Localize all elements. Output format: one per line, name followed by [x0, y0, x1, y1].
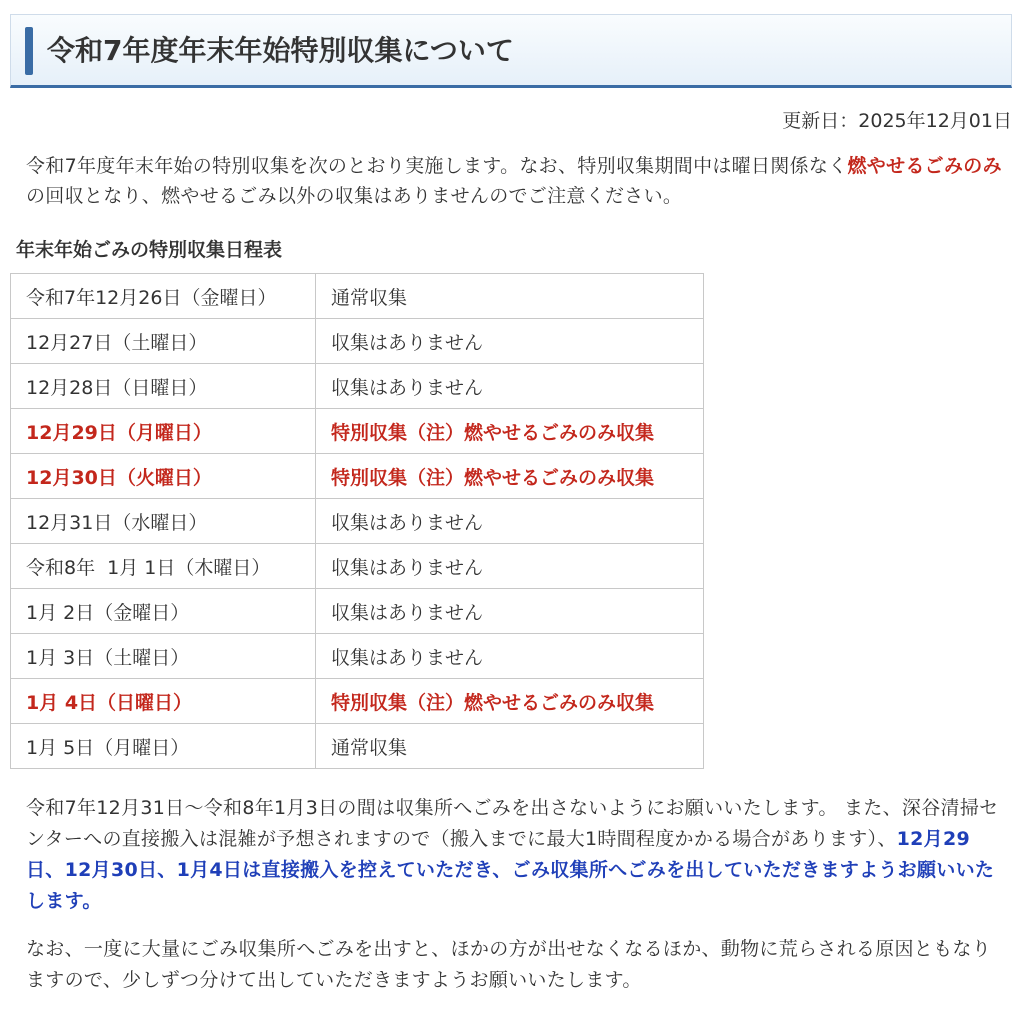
schedule-date: 1月 5日（月曜日）: [11, 724, 316, 769]
schedule-status: 収集はありません: [316, 319, 704, 364]
updated-date: 更新日：2025年12月01日: [782, 110, 1012, 132]
schedule-status: 特別収集（注）燃やせるごみのみ収集: [316, 679, 704, 724]
intro-text-1: 令和7年度年末年始の特別収集を次のとおり実施します。なお、特別収集期間中は曜日関係なく: [26, 155, 848, 177]
table-row: [11, 364, 704, 409]
schedule-status: 収集はありません: [316, 589, 704, 634]
schedule-status: 特別収集（注）燃やせるごみのみ収集: [316, 409, 704, 454]
schedule-heading: 年末年始ごみの特別収集日程表: [16, 239, 283, 261]
bulk-waste-note: なお、一度に大量にごみ収集所へごみを出すと、ほかの方が出せなくなるほか、動物に荒らされる原因ともなりますので、少しずつ分けて出していただきますようお願いいたします。: [26, 938, 992, 991]
schedule-status: 特別収集（注）燃やせるごみのみ収集: [316, 454, 704, 499]
page-title: 令和7年度年末年始特別収集について: [47, 34, 514, 67]
schedule-status: 通常収集: [316, 274, 704, 319]
schedule-date: 12月27日（土曜日）: [11, 319, 316, 364]
intro-paragraph: [26, 151, 1006, 211]
schedule-status: 通常収集: [316, 724, 704, 769]
table-row-special: [11, 454, 704, 499]
schedule-date: 12月29日（月曜日）: [11, 409, 316, 454]
schedule-status: 収集はありません: [316, 634, 704, 679]
table-row: [11, 499, 704, 544]
schedule-status: 収集はありません: [316, 544, 704, 589]
schedule-date: 12月28日（日曜日）: [11, 364, 316, 409]
schedule-status: 収集はありません: [316, 499, 704, 544]
schedule-date: 1月 2日（金曜日）: [11, 589, 316, 634]
schedule-date: 1月 4日（日曜日）: [11, 679, 316, 724]
table-row: [11, 634, 704, 679]
schedule-date: 令和7年12月26日（金曜日）: [11, 274, 316, 319]
title-accent-bar: [25, 27, 33, 75]
table-row: [11, 544, 704, 589]
table-row: [11, 319, 704, 364]
schedule-date: 1月 3日（土曜日）: [11, 634, 316, 679]
table-row-special: [11, 409, 704, 454]
schedule-date: 12月31日（水曜日）: [11, 499, 316, 544]
page-title-box: [10, 14, 1012, 88]
schedule-date: 令和8年 1月 1日（木曜日）: [11, 544, 316, 589]
intro-highlight: 燃やせるごみのみ: [847, 155, 1002, 177]
schedule-status: 収集はありません: [316, 364, 704, 409]
table-row: [11, 274, 704, 319]
table-row: [11, 589, 704, 634]
note1-text: 令和7年12月31日～令和8年1月3日の間は収集所へごみを出さないようにお願いいたします。 また、深谷清掃センターへの直接搬入は混雑が予想されますので（搬入までに最大1時間程度かかる場合があります）、: [26, 797, 999, 850]
schedule-date: 12月30日（火曜日）: [11, 454, 316, 499]
direct-delivery-note: [26, 793, 1001, 917]
table-row-special: [11, 679, 704, 724]
intro-text-2: の回収となり、燃やせるごみ以外の収集はありませんのでご注意ください。: [26, 185, 683, 207]
note1-highlight: 12月29日、12月30日、1月4日は直接搬入を控えていただき、ごみ収集所へごみを出していただきますようお願いいたします。: [26, 828, 995, 912]
table-row: [11, 724, 704, 769]
schedule-table: [10, 273, 704, 769]
